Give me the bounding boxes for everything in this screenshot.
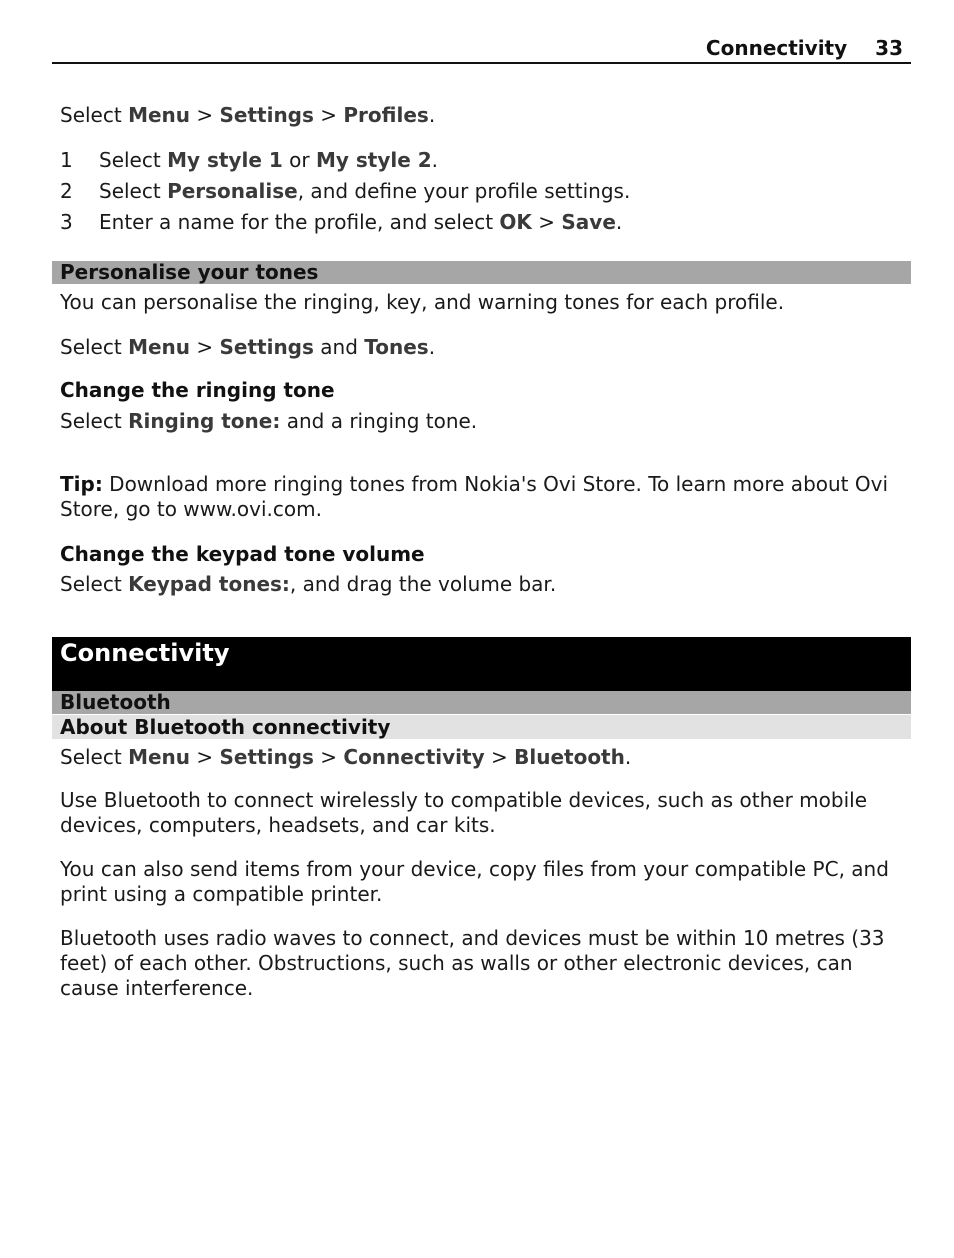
header-section-title: Connectivity bbox=[705, 36, 848, 60]
subsection-heading-about-bluetooth: About Bluetooth connectivity bbox=[52, 715, 911, 739]
page-number: 33 bbox=[875, 36, 903, 60]
step-3: 3 Enter a name for the profile, and select OK > Save. bbox=[60, 210, 623, 234]
tip-box: Tip: Download more ringing tones from Nokia's Ovi Store. To learn more about Ovi Store, go to www.ovi.com. bbox=[60, 472, 889, 521]
profiles-link: Profiles bbox=[343, 103, 429, 127]
menu-link: Menu bbox=[128, 103, 191, 127]
step-2: 2 Select Personalise, and define your profile settings. bbox=[60, 179, 631, 203]
bluetooth-paragraph-3: Bluetooth uses radio waves to connect, and devices must be within 10 metres (33 feet) of each other. Obstructions, such as walls or other electronic devices, can cause interference. bbox=[60, 926, 885, 1000]
keypad-tone-instruction: Select Keypad tones:, and drag the volume bar. bbox=[60, 572, 557, 596]
bluetooth-paragraph-2: You can also send items from your device, copy files from your compatible PC, and print using a compatible printer. bbox=[60, 857, 889, 906]
keypad-tone-heading: Change the keypad tone volume bbox=[60, 542, 425, 566]
bluetooth-paragraph-1: Use Bluetooth to connect wirelessly to compatible devices, such as other mobile devices, computers, headsets, and car kits. bbox=[60, 788, 868, 837]
ringing-tone-instruction: Select Ringing tone: and a ringing tone. bbox=[60, 409, 478, 433]
section-heading-bluetooth: Bluetooth bbox=[52, 691, 911, 714]
tones-intro: You can personalise the ringing, key, and warning tones for each profile. bbox=[60, 290, 785, 314]
chapter-heading-connectivity: Connectivity bbox=[52, 637, 911, 691]
running-header bbox=[52, 36, 911, 64]
section-heading-personalise-tones: Personalise your tones bbox=[52, 261, 911, 284]
bluetooth-nav-path: Select Menu > Settings > Connectivity > Bluetooth. bbox=[60, 745, 632, 769]
ringing-tone-heading: Change the ringing tone bbox=[60, 378, 335, 402]
tip-label: Tip: bbox=[60, 472, 103, 496]
settings-link: Settings bbox=[219, 103, 314, 127]
step-1: 1 Select My style 1 or My style 2. bbox=[60, 148, 439, 172]
tones-nav-path: Select Menu > Settings and Tones. bbox=[60, 335, 436, 359]
profiles-nav-path: Select Menu > Settings > Profiles. bbox=[60, 103, 436, 127]
